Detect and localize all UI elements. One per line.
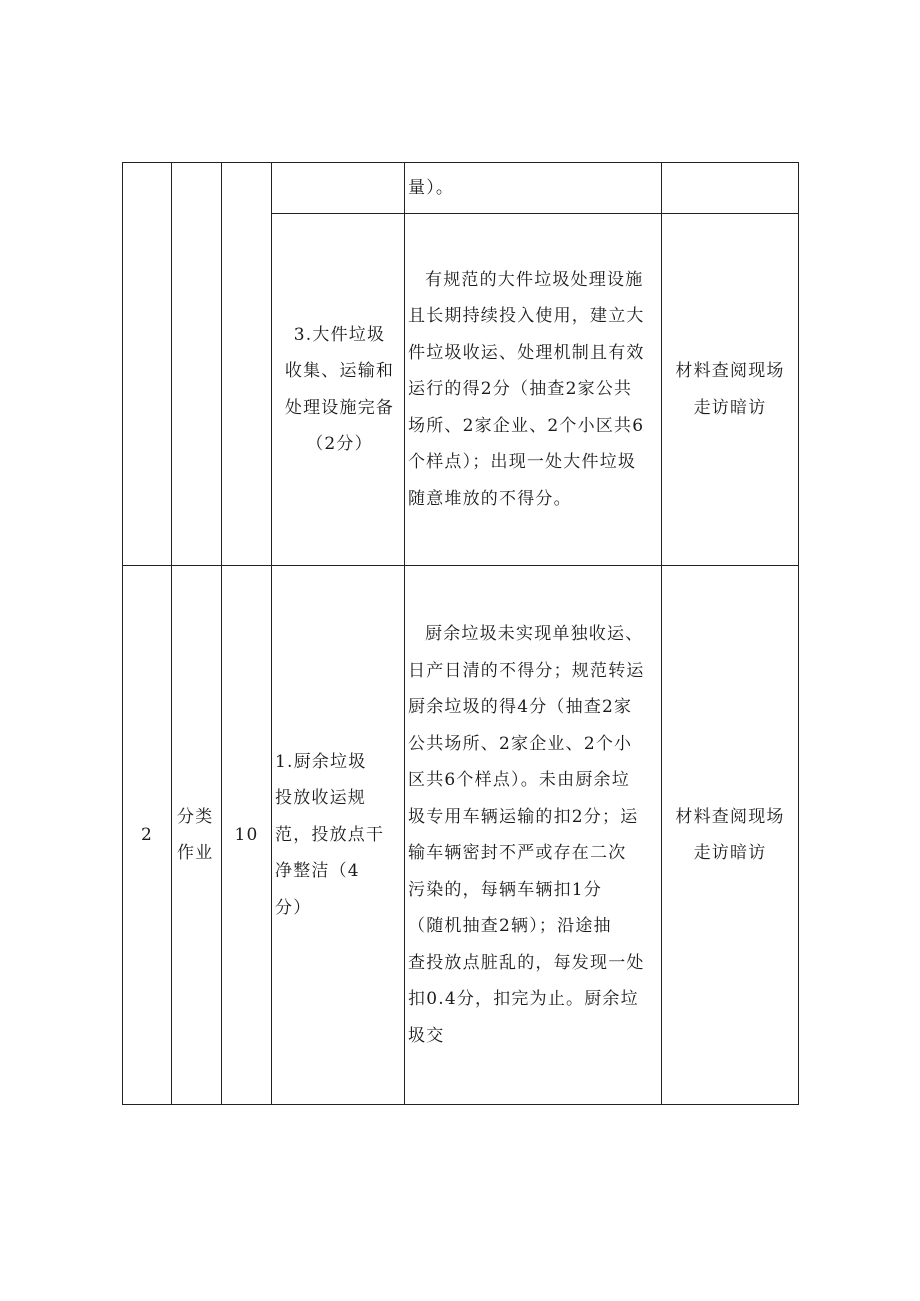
item-text: 3.大件垃圾 收集、运输和 处理设施完备 （2分） [284,324,395,454]
description-text: 厨余垃圾未实现单独收运、 日产日清的不得分；规范转运 厨余垃圾的得4分（抽查2家 公共场所、2家企业、2个小 区共6个样点）。未由厨余垃 圾专用车辆运输的扣2分；运 输车辆密封不严或存在二次 污染的，每辆车辆扣1分 （随机抽查2辆）；沿途抽 查投放点脏乱的，每发现一处 扣0.4分，扣完为止。厨余垃 圾交 [408,624,645,1046]
score-text: 10 [234,824,259,845]
method-text: 材料查阅现场 走访暗访 [675,806,785,863]
item-cell [272,163,405,214]
method-cell [662,566,799,1105]
method-text: 材料查阅现场 走访暗访 [675,361,785,418]
score-cell [222,163,272,566]
method-cell [662,163,799,214]
method-cell [662,214,799,566]
score-cell [222,566,272,1105]
item-cell [272,566,405,1105]
table-row [123,163,799,214]
item-cell [272,214,405,566]
item-text: 1.厨余垃圾 投放收运规 范，投放点干 净整洁（4 分） [275,751,385,918]
category-cell [172,163,222,566]
category-cell [172,566,222,1105]
row-number-cell [123,163,172,566]
description-cell [405,566,662,1105]
description-cell [405,163,662,214]
table-row [123,566,799,1105]
row-number: 2 [140,824,154,845]
category-text: 分类 作业 [177,806,214,863]
description-text: 有规范的大件垃圾处理设施 且长期持续投入使用，建立大 件垃圾收运、处理机制且有效 运行的得2分（抽查2家公共 场所、2家企业、2个小区共6 个样点）；出现一处大件垃圾 随意堆放的不得分。 [408,269,645,509]
description-text: 量）。 [408,177,455,198]
row-number-cell [123,566,172,1105]
evaluation-table [122,162,799,1105]
description-cell [405,214,662,566]
